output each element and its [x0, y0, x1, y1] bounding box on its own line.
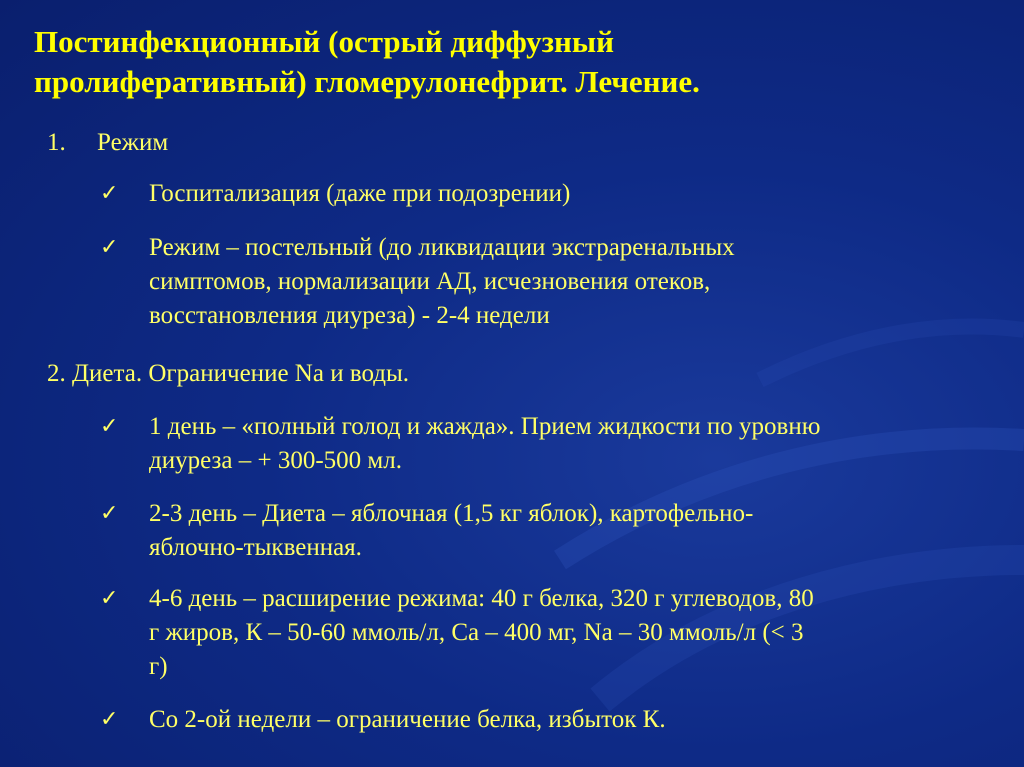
- title-line-2: пролиферативный) гломерулонефрит. Лечение.: [34, 64, 700, 99]
- item-line: Госпитализация (даже при подозрении): [149, 180, 571, 207]
- checkmark-icon: ✓: [100, 501, 119, 526]
- checkmark-icon: ✓: [100, 181, 119, 206]
- checkmark-icon: ✓: [100, 707, 119, 732]
- slide-title: [34, 22, 994, 102]
- item-line: 2-3 день – Диета – яблочная (1,5 кг яблок), картофельно-: [149, 500, 754, 527]
- item-line: 4-6 день – расширение режима: 40 г белка, 320 г углеводов, 80: [149, 585, 814, 612]
- section-1-heading: [47, 126, 168, 160]
- section-heading-text: Режим: [97, 129, 169, 156]
- item-line: симптомов, нормализации АД, исчезновения отеков,: [149, 268, 711, 295]
- checkmark-icon: ✓: [100, 414, 119, 439]
- section-number: 2.: [47, 360, 66, 387]
- section-heading-text: Диета. Ограничение Na и воды.: [72, 360, 409, 387]
- item-line: восстановления диуреза) - 2-4 недели: [149, 302, 550, 329]
- item-line: Режим – постельный (до ликвидации экстраренальных: [149, 234, 735, 261]
- checkmark-icon: ✓: [100, 586, 119, 611]
- title-line-1: Постинфекционный (острый диффузный: [34, 24, 614, 59]
- section-number: 1.: [47, 129, 66, 156]
- checkmark-icon: ✓: [100, 235, 119, 260]
- item-line: г жиров, К – 50-60 ммоль/л, Са – 400 мг, Na – 30 ммоль/л (< 3: [149, 619, 804, 646]
- item-line: яблочно-тыквенная.: [149, 534, 362, 561]
- item-line: 1 день – «полный голод и жажда». Прием жидкости по уровню: [149, 413, 821, 440]
- item-line: Со 2-ой недели – ограничение белка, избыток К.: [149, 706, 666, 733]
- item-line: г): [149, 653, 168, 680]
- item-line: диуреза – + 300-500 мл.: [149, 447, 402, 474]
- section-2-heading: [47, 357, 409, 391]
